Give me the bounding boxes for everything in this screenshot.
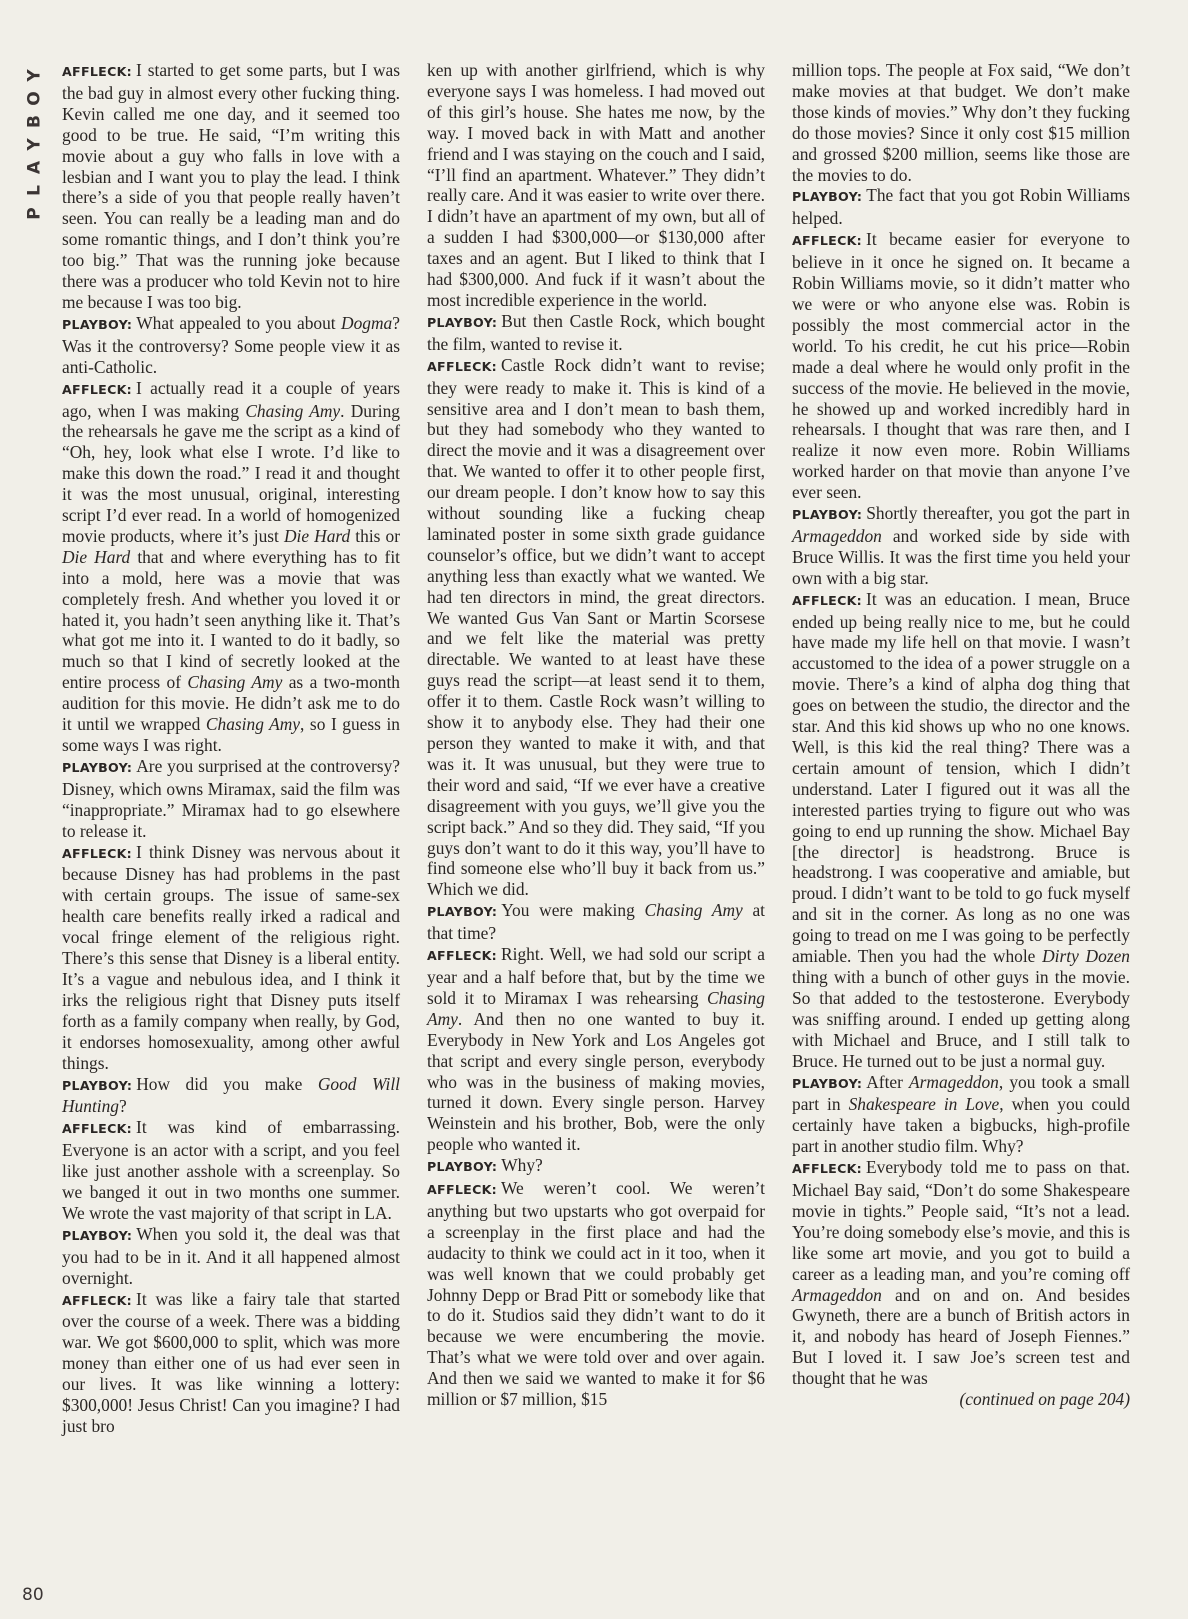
interview-paragraph: [792, 1072, 1130, 1158]
paragraph-text: I started to get some parts, but I was the bad guy in almost every other fucking thing. Kevin called me one day, and it seemed too good to be true. He said, “I’m writing this movie about a guy who falls in love with a lesbian and I want you to play the lead. I think there’s a side of you that people really haven’t seen. You can really be a leading man and do some romantic things, and I don’t think you’re too big.” That was the running joke because there was a producer who told Kevin not to hire me because I was too big.: [62, 60, 400, 312]
speaker-label: AFFLECK:: [62, 1292, 133, 1308]
speaker-label: PLAYBOY:: [792, 189, 863, 205]
interview-paragraph: [62, 842, 400, 1074]
paragraph-text: The fact that you got Robin Williams helped.: [792, 185, 1130, 229]
paragraph-text: Why?: [501, 1155, 543, 1176]
speaker-label: AFFLECK:: [62, 845, 133, 861]
paragraph-text: How did you make Good Will Hunting?: [62, 1073, 400, 1117]
paragraph-text: Are you surprised at the controversy? Disney, which owns Miramax, said the film was “inappropriate.” Miramax had to go elsewhere to release it.: [62, 755, 400, 841]
speaker-label: PLAYBOY:: [427, 904, 498, 920]
page-number: 80: [22, 1585, 44, 1605]
speaker-label: AFFLECK:: [427, 1182, 498, 1198]
interview-paragraph: [427, 311, 765, 355]
interview-paragraph: [427, 355, 765, 901]
paragraph-text: It was like a fairy tale that started over the course of a week. There was a bidding war. We got $600,000 to split, which was more money than either one of us had ever seen in our lives. It was like winning a lottery: $300,000! Jesus Christ! Can you imagine? I had just bro: [62, 1288, 400, 1436]
interview-paragraph: [792, 60, 1130, 185]
interview-paragraph: [62, 378, 400, 756]
interview-paragraph: [427, 944, 765, 1155]
speaker-label: PLAYBOY:: [427, 314, 498, 330]
continued-note: (continued on page 204): [959, 1389, 1130, 1410]
interview-paragraph: [62, 60, 400, 313]
text-column-3: [792, 60, 1130, 1410]
interview-paragraph: [427, 900, 765, 944]
paragraph-text: Castle Rock didn’t want to revise; they were ready to make it. This is kind of a sensitive area and I don’t mean to bash them, but they had somebody who they wanted to direct the movie and it was a disagreement over that. We wanted to offer it to other people first, our dream people. I don’t know how to say this without sounding like a fucking cheap laminated poster in some sixth grade guidance counselor’s office, but we didn’t want to accept anything less than exactly what we wanted. We had ten directors in mind, the great directors. We wanted Gus Van Sant or Martin Scorsese and we felt like the material was pretty directable. We wanted to at least have these guys read the script—at least send it to them, offer it to them. Castle Rock wasn’t willing to show it to anybody else. They had their one person they wanted to make it with, and that was it. It was unusual, but they were true to their word and said, “If we ever have a creative disagreement with you guys, we’ll give you the script back.” And so they did. They said, “If you guys don’t want to do it this way, you’ll have to find someone else who’ll buy it back from us.” Which we did.: [427, 354, 765, 900]
interview-paragraph: [792, 589, 1130, 1072]
speaker-label: AFFLECK:: [792, 592, 863, 608]
speaker-label: PLAYBOY:: [62, 759, 133, 775]
interview-paragraph: [792, 503, 1130, 589]
paragraph-text: We weren’t cool. We weren’t anything but two upstarts who got overpaid for a screenplay in the first place and had the audacity to think we could act in it too, when it was well known that we could probably get Johnny Depp or Brad Pitt or somebody like that to do it. Studios said they didn’t want to do it because we were encumbering the movie. That’s what we were told over and over again. And then we said we wanted to make it for $6 million or $7 million, $15: [427, 1178, 765, 1410]
interview-paragraph: [427, 60, 765, 311]
speaker-label: PLAYBOY:: [62, 1227, 133, 1243]
text-column-2: [427, 60, 765, 1410]
paragraph-text: ken up with another girlfriend, which is why everyone says I was homeless. I had moved out of this girl’s house. She hates me now, by the way. I moved back in with Matt and another friend and I was staying on the couch and I said, “I’ll find an apartment. Whatever.” They didn’t really care. And it was easier to write over there. I didn’t have an apartment of my own, but all of a sudden I had $300,000—or $130,000 after taxes and an agent. But I liked to think that I had $300,000. And fuck if it wasn’t about the most incredible experience in the world.: [427, 60, 765, 310]
paragraph-text: Everybody told me to pass on that. Michael Bay said, “Don’t do some Shakespeare movie in tights.” People said, “It’s not a lead. You’re doing somebody else’s movie, and this is like some art movie, and you got to build a career as a leading man, and you’re coming off Armageddon and on and on. And besides Gwyneth, there are a bunch of British actors in it, and nobody has heard of Joseph Fiennes.” But I loved it. I saw Joe’s screen test and thought that he was: [792, 1157, 1130, 1389]
paragraph-text: million tops. The people at Fox said, “We don’t make movies at that budget. We don’t make those kinds of movies.” Why don’t they fucking do those movies? Since it only cost $15 million and grossed $200 million, seems like those are the movies to do.: [792, 60, 1130, 185]
speaker-label: AFFLECK:: [62, 1121, 133, 1137]
interview-paragraph: [427, 1155, 765, 1178]
paragraph-text: It was kind of embarrassing. Everyone is an actor with a script, and you feel like just another asshole with a screenplay. So we banged it out in two months one summer. We wrote the vast majority of that script in LA.: [62, 1117, 400, 1223]
interview-paragraph: [62, 756, 400, 842]
masthead-letter: A: [24, 160, 45, 175]
speaker-label: AFFLECK:: [792, 233, 863, 249]
paragraph-text: What appealed to you about Dogma? Was it the controversy? Some people view it as anti-Catholic.: [62, 312, 400, 377]
interview-paragraph: [427, 1178, 765, 1410]
speaker-label: PLAYBOY:: [792, 507, 863, 523]
interview-paragraph: [62, 1074, 400, 1118]
speaker-label: AFFLECK:: [427, 948, 498, 964]
paragraph-text: When you sold it, the deal was that you had to be in it. And it all happened almost overnight.: [62, 1223, 400, 1288]
speaker-label: AFFLECK:: [62, 381, 133, 397]
paragraph-text: It was an education. I mean, Bruce ended up being really nice to me, but he could have made my life hell on that movie. I wasn’t accustomed to the idea of a power struggle on a movie. There’s a kind of alpha dog thing that goes on between the studio, the director and the star. And this kid shows up who no one knows. Well, is this kid the real thing? There was a certain amount of tension, which I didn’t understand. Later I figured out it was all the interested parties trying to figure out who was going to end up running the show. Michael Bay [the director] is headstrong. Bruce is headstrong. I was cooperative and amiable, but proud. I didn’t want to be told to go fuck myself and sit in the corner. As long as no one was going to tread on me I was going to be perfectly amiable. Then you had the whole Dirty Dozen thing with a bunch of other guys in the movie. So that added to the testosterone. Everybody was sniffing around. I ended up getting along with Michael and Bruce, and I still talk to Bruce. He turned out to be just a normal guy.: [792, 588, 1130, 1071]
interview-paragraph: [62, 313, 400, 378]
paragraph-text: I think Disney was nervous about it because Disney has had problems in the past with certain groups. The issue of same-sex health care benefits really irked a radical and vocal fringe element of the religious right. There’s this sense that Disney is a liberal entity. It’s a vague and nebulous idea, and I think it irks the religious right that Disney puts itself forth as a family company when really, by God, it endorses homosexuality, among other awful things.: [62, 841, 400, 1073]
speaker-label: AFFLECK:: [62, 64, 133, 79]
speaker-label: PLAYBOY:: [427, 1159, 498, 1175]
masthead-letter: B: [24, 115, 45, 128]
masthead-letter: L: [24, 185, 45, 196]
speaker-label: PLAYBOY:: [62, 1077, 133, 1093]
speaker-label: AFFLECK:: [792, 1161, 863, 1177]
interview-paragraph: [62, 1117, 400, 1224]
speaker-label: PLAYBOY:: [792, 1075, 863, 1091]
masthead-letter: O: [24, 91, 45, 106]
interview-paragraph: [62, 1224, 400, 1289]
paragraph-text: I actually read it a couple of years ago, when I was making Chasing Amy. During the rehearsals he gave me the script as a kind of “Oh, hey, look what else I wrote. I’d like to make this down the road.” I read it and thought it was the most unusual, original, interesting script I’d ever read. In a world of homogenized movie products, where it’s just Die Hard this or Die Hard that and where everything has to fit into a mold, here was a movie that was completely fresh. And whether you loved it or hated it, you hadn’t seen anything like it. That’s what got me into it. I wanted to do it badly, so much so that I kind of secretly looked at the entire process of Chasing Amy as a two-month audition for this movie. He didn’t ask me to do it until we wrapped Chasing Amy, so I guess in some ways I was right.: [62, 377, 401, 755]
paragraph-text: You were making Chasing Amy at that time?: [427, 900, 765, 944]
masthead-letter: P: [24, 207, 45, 220]
paragraph-text: After Armageddon, you took a small part in Shakespeare in Love, when you could certainly have taken a bigbucks, high-profile part in another studio film. Why?: [792, 1071, 1131, 1157]
interview-paragraph: [792, 185, 1130, 229]
text-column-1: [62, 60, 400, 1437]
paragraph-text: Right. Well, we had sold our script a year and a half before that, but by the time we sold it to Miramax I was rehearsing Chasing Amy. And then no one wanted to buy it. Everybody in New York and Los Angeles got that script and every single person, everybody who was in the business of making movies, turned it down. Every single person. Harvey Weinstein and his brother, Bob, were the only people who wanted it.: [427, 944, 765, 1155]
paragraph-text: It became easier for everyone to believe in it once he signed on. It became a Robin Williams movie, so it didn’t matter who we were or who anyone else was. Robin is possibly the most commercial actor in the world. To his credit, he cut his price—Robin made a deal where he would only profit in the success of the movie. He believed in the movie, he showed up and worked incredibly hard in rehearsals. I thought that was rare then, and I realize it now even more. Robin Williams worked harder on that movie than anyone I’ve ever seen.: [792, 229, 1130, 503]
interview-paragraph: [62, 1289, 400, 1437]
masthead-vertical: [22, 64, 48, 225]
interview-paragraph: [792, 229, 1130, 503]
speaker-label: AFFLECK:: [427, 358, 498, 374]
masthead-letter: Y: [24, 69, 45, 82]
speaker-label: PLAYBOY:: [62, 316, 133, 332]
paragraph-text: Shortly thereafter, you got the part in Armageddon and worked side by side with Bruce Willis. It was the first time you held your own with a big star.: [792, 503, 1130, 588]
interview-paragraph: [792, 1157, 1130, 1389]
masthead-letter: Y: [24, 138, 45, 151]
paragraph-text: But then Castle Rock, which bought the film, wanted to revise it.: [427, 310, 765, 354]
